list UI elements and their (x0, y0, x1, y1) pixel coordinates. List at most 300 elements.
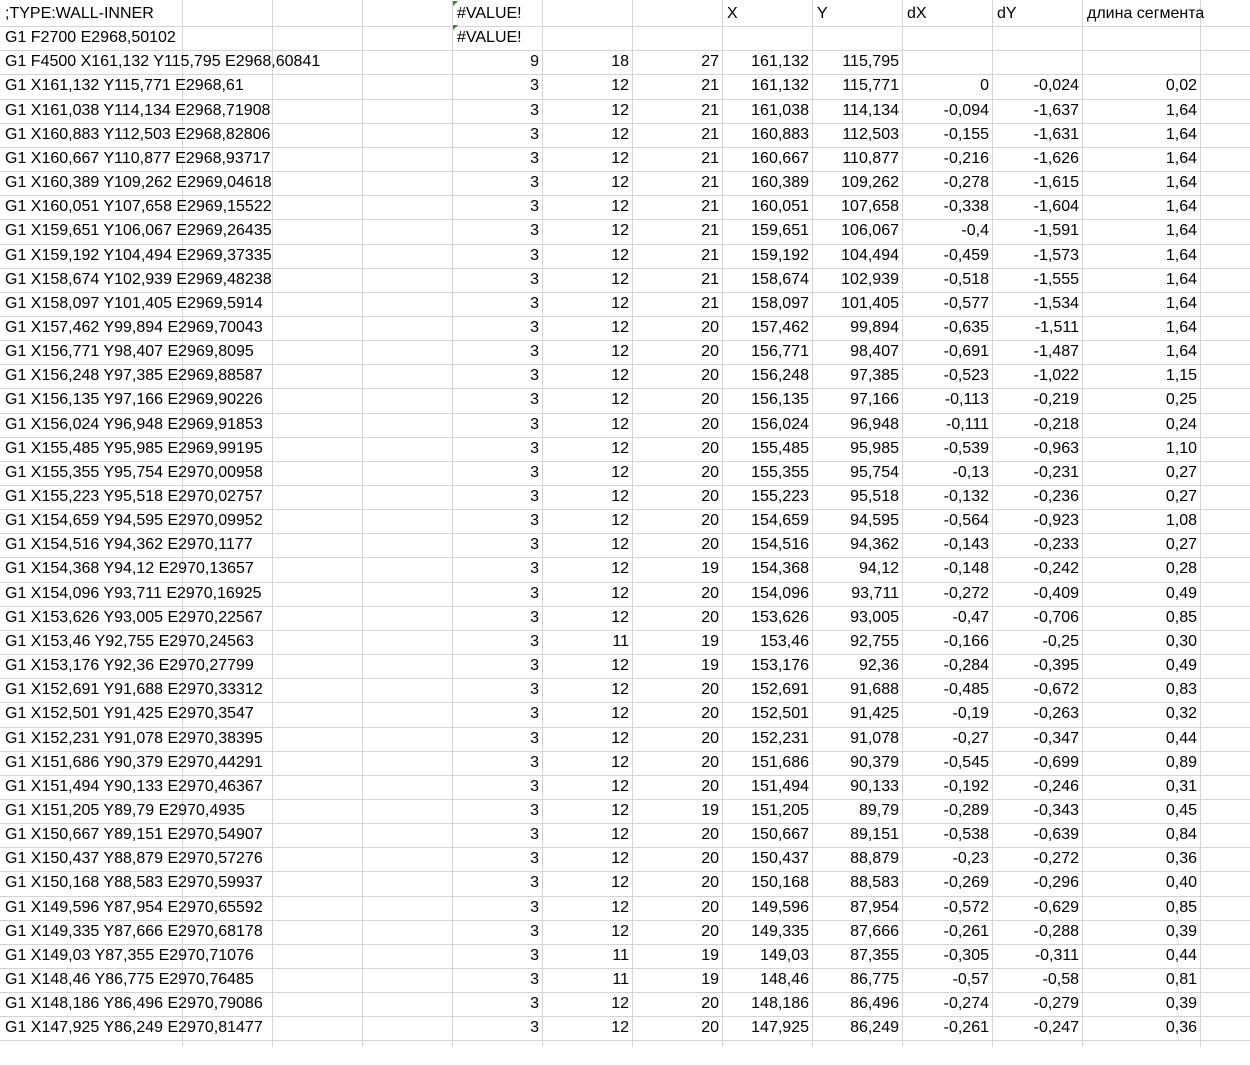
header-cell[interactable]: dY (997, 5, 1017, 22)
value-cell[interactable]: -0,233 (1033, 536, 1079, 553)
value-cell[interactable]: 0,85 (1165, 899, 1197, 916)
value-cell[interactable]: -0,247 (1033, 1019, 1079, 1036)
value-cell[interactable]: 21 (701, 102, 719, 119)
value-cell[interactable]: 20 (701, 609, 719, 626)
value-cell[interactable]: 158,097 (751, 295, 809, 312)
value-cell[interactable]: 160,051 (751, 198, 809, 215)
value-cell[interactable]: 20 (701, 319, 719, 336)
value-cell[interactable]: 1,64 (1165, 198, 1197, 215)
value-cell[interactable]: -0,523 (943, 367, 989, 384)
value-cell[interactable]: -0,19 (952, 705, 989, 722)
value-cell[interactable]: 0,49 (1165, 585, 1197, 602)
value-cell[interactable]: -0,577 (943, 295, 989, 312)
value-cell[interactable]: -0,639 (1033, 826, 1079, 843)
value-cell[interactable]: 86,249 (850, 1019, 899, 1036)
value-cell[interactable]: 152,231 (751, 730, 809, 747)
value-cell[interactable]: -0,272 (943, 585, 989, 602)
value-cell[interactable]: -0,564 (943, 512, 989, 529)
gcode-cell[interactable]: G1 X158,097 Y101,405 E2969,5914 (5, 295, 263, 312)
value-cell[interactable]: 152,691 (751, 681, 809, 698)
value-cell[interactable]: 1,64 (1165, 343, 1197, 360)
value-cell[interactable]: 20 (701, 512, 719, 529)
value-cell[interactable]: 21 (701, 295, 719, 312)
value-cell[interactable]: 12 (611, 488, 629, 505)
value-cell[interactable]: -0,274 (943, 995, 989, 1012)
header-cell[interactable]: ;TYPE:WALL-INNER (5, 5, 154, 22)
gcode-cell[interactable]: G1 X154,516 Y94,362 E2970,1177 (5, 536, 253, 553)
value-cell[interactable]: 90,379 (850, 754, 899, 771)
value-cell[interactable]: 3 (530, 705, 539, 722)
value-cell[interactable]: 147,925 (751, 1019, 809, 1036)
gcode-cell[interactable]: G1 X158,674 Y102,939 E2969,48238 (5, 271, 272, 288)
value-cell[interactable]: -0,57 (952, 971, 989, 988)
value-cell[interactable]: 21 (701, 222, 719, 239)
value-cell[interactable]: 93,005 (850, 609, 899, 626)
value-cell[interactable]: 3 (530, 850, 539, 867)
value-cell[interactable]: -0,148 (943, 560, 989, 577)
value-cell[interactable]: 95,754 (850, 464, 899, 481)
value-cell[interactable]: 98,407 (850, 343, 899, 360)
value-cell[interactable]: 0,81 (1165, 971, 1197, 988)
value-cell[interactable]: -0,269 (943, 874, 989, 891)
value-cell[interactable]: 12 (611, 536, 629, 553)
value-cell[interactable]: 90,133 (850, 778, 899, 795)
value-cell[interactable]: 3 (530, 174, 539, 191)
value-cell[interactable]: 3 (530, 826, 539, 843)
value-cell[interactable]: 107,658 (841, 198, 899, 215)
value-cell[interactable]: 91,688 (850, 681, 899, 698)
value-cell[interactable]: -0,132 (943, 488, 989, 505)
gcode-cell[interactable]: G1 X151,205 Y89,79 E2970,4935 (5, 802, 245, 819)
value-cell[interactable]: 97,385 (850, 367, 899, 384)
value-cell[interactable]: 12 (611, 247, 629, 264)
value-cell[interactable]: 1,64 (1165, 247, 1197, 264)
gcode-cell[interactable]: G1 X149,335 Y87,666 E2970,68178 (5, 923, 263, 940)
value-cell[interactable]: -0,629 (1033, 899, 1079, 916)
gcode-cell[interactable]: G1 X153,626 Y93,005 E2970,22567 (5, 609, 263, 626)
value-cell[interactable]: 12 (611, 343, 629, 360)
value-cell[interactable]: 3 (530, 1019, 539, 1036)
value-cell[interactable]: 115,795 (842, 53, 899, 70)
value-cell[interactable]: 12 (611, 416, 629, 433)
value-cell[interactable]: 156,771 (751, 343, 809, 360)
value-cell[interactable]: 3 (530, 488, 539, 505)
value-cell[interactable]: 0,40 (1165, 874, 1197, 891)
gcode-cell[interactable]: G1 X152,501 Y91,425 E2970,3547 (5, 705, 254, 722)
gcode-cell[interactable]: G1 X156,135 Y97,166 E2969,90226 (5, 391, 263, 408)
value-cell[interactable]: 20 (701, 826, 719, 843)
value-cell[interactable]: 12 (611, 391, 629, 408)
value-cell[interactable]: 89,79 (858, 802, 899, 819)
value-cell[interactable]: 92,755 (850, 633, 899, 650)
value-cell[interactable]: 12 (611, 222, 629, 239)
gcode-cell[interactable]: G1 X156,248 Y97,385 E2969,88587 (5, 367, 263, 384)
header-cell[interactable]: X (727, 5, 738, 22)
value-cell[interactable]: 20 (701, 850, 719, 867)
value-cell[interactable]: -0,338 (943, 198, 989, 215)
value-cell[interactable]: -0,231 (1033, 464, 1079, 481)
value-cell[interactable]: 0,39 (1165, 995, 1197, 1012)
value-cell[interactable]: -1,591 (1033, 222, 1079, 239)
value-cell[interactable]: -0,572 (943, 899, 989, 916)
value-cell[interactable]: 86,496 (850, 995, 899, 1012)
value-cell[interactable]: -0,279 (1033, 995, 1079, 1012)
value-cell[interactable]: 3 (530, 343, 539, 360)
value-cell[interactable]: 155,485 (751, 440, 809, 457)
gcode-cell[interactable]: G1 X152,691 Y91,688 E2970,33312 (5, 681, 263, 698)
value-cell[interactable]: 152,501 (751, 705, 809, 722)
value-cell[interactable]: -0,485 (943, 681, 989, 698)
value-cell[interactable]: 3 (530, 874, 539, 891)
gcode-cell[interactable]: G1 X150,437 Y88,879 E2970,57276 (5, 850, 263, 867)
value-cell[interactable]: 3 (530, 971, 539, 988)
value-cell[interactable]: 3 (530, 899, 539, 916)
value-cell[interactable]: -0,024 (1033, 77, 1079, 94)
value-cell[interactable]: 11 (612, 633, 629, 650)
value-cell[interactable]: 115,771 (842, 77, 899, 94)
value-cell[interactable]: 0,31 (1165, 778, 1197, 795)
gcode-cell[interactable]: G1 X149,03 Y87,355 E2970,71076 (5, 947, 254, 964)
value-cell[interactable]: 0,27 (1165, 488, 1197, 505)
value-cell[interactable]: 92,36 (858, 657, 899, 674)
value-cell[interactable]: 159,192 (751, 247, 809, 264)
value-cell[interactable]: 94,362 (850, 536, 899, 553)
value-cell[interactable]: 12 (611, 102, 629, 119)
value-cell[interactable]: 12 (611, 585, 629, 602)
value-cell[interactable]: 3 (530, 126, 539, 143)
value-cell[interactable]: 1,64 (1165, 271, 1197, 288)
value-cell[interactable]: 87,355 (850, 947, 899, 964)
value-cell[interactable]: -1,604 (1033, 198, 1079, 215)
value-cell[interactable]: -0,094 (943, 102, 989, 119)
value-cell[interactable]: -0,672 (1033, 681, 1079, 698)
value-cell[interactable]: 106,067 (841, 222, 899, 239)
value-cell[interactable]: 3 (530, 391, 539, 408)
value-cell[interactable]: 12 (611, 464, 629, 481)
value-cell[interactable]: 150,168 (751, 874, 809, 891)
value-cell[interactable]: 20 (701, 730, 719, 747)
value-cell[interactable]: -1,626 (1033, 150, 1079, 167)
value-cell[interactable]: -0,4 (961, 222, 989, 239)
value-cell[interactable]: -0,289 (943, 802, 989, 819)
value-cell[interactable]: 21 (701, 174, 719, 191)
value-cell[interactable]: -0,47 (952, 609, 989, 626)
value-cell[interactable]: 0,89 (1165, 754, 1197, 771)
value-cell[interactable]: 20 (701, 681, 719, 698)
gcode-cell[interactable]: G1 X160,883 Y112,503 E2968,82806 (5, 126, 271, 143)
value-cell[interactable]: 27 (701, 53, 719, 70)
value-cell[interactable]: 21 (701, 126, 719, 143)
header-cell[interactable]: длина сегмента (1087, 5, 1205, 22)
value-cell[interactable]: -0,155 (943, 126, 989, 143)
value-cell[interactable]: 3 (530, 77, 539, 94)
value-cell[interactable]: 0,39 (1165, 923, 1197, 940)
value-cell[interactable]: 0 (980, 77, 989, 94)
value-cell[interactable]: 19 (701, 657, 719, 674)
value-cell[interactable]: 151,686 (751, 754, 809, 771)
value-cell[interactable]: 20 (701, 416, 719, 433)
value-cell[interactable]: -0,311 (1034, 947, 1079, 964)
gcode-cell[interactable]: G1 X157,462 Y99,894 E2969,70043 (5, 319, 263, 336)
value-cell[interactable]: 156,135 (751, 391, 809, 408)
value-cell[interactable]: 3 (530, 512, 539, 529)
value-cell[interactable]: -0,284 (943, 657, 989, 674)
value-cell[interactable]: -0,261 (943, 923, 989, 940)
value-cell[interactable]: 149,335 (751, 923, 809, 940)
value-cell[interactable]: 3 (530, 150, 539, 167)
value-cell[interactable]: 21 (701, 150, 719, 167)
value-cell[interactable]: 0,36 (1165, 850, 1197, 867)
gcode-cell[interactable]: G1 X159,192 Y104,494 E2969,37335 (5, 247, 272, 264)
value-cell[interactable]: 20 (701, 923, 719, 940)
value-cell[interactable]: 19 (701, 633, 719, 650)
value-cell[interactable]: -0,192 (943, 778, 989, 795)
value-cell[interactable]: -0,111 (946, 416, 989, 433)
value-cell[interactable]: 153,46 (760, 633, 809, 650)
value-cell[interactable]: 1,15 (1165, 367, 1197, 384)
value-cell[interactable]: -0,278 (943, 174, 989, 191)
value-cell[interactable]: 12 (611, 271, 629, 288)
value-cell[interactable]: 160,389 (751, 174, 809, 191)
value-cell[interactable]: 20 (701, 899, 719, 916)
value-cell[interactable]: 12 (611, 367, 629, 384)
value-cell[interactable]: 154,096 (751, 585, 809, 602)
value-cell[interactable]: 12 (611, 826, 629, 843)
header-cell[interactable]: G1 F2700 E2968,50102 (5, 29, 176, 46)
value-cell[interactable]: 96,948 (850, 416, 899, 433)
value-cell[interactable]: 159,651 (751, 222, 809, 239)
gcode-cell[interactable]: G1 X154,096 Y93,711 E2970,16925 (5, 585, 262, 602)
value-cell[interactable]: 12 (611, 681, 629, 698)
value-cell[interactable]: 150,437 (751, 850, 809, 867)
value-cell[interactable]: 3 (530, 198, 539, 215)
header-cell[interactable]: Y (817, 5, 828, 22)
value-cell[interactable]: 1,64 (1165, 150, 1197, 167)
value-cell[interactable]: -0,216 (943, 150, 989, 167)
value-cell[interactable]: -0,305 (943, 947, 989, 964)
value-cell[interactable]: 3 (530, 271, 539, 288)
value-cell[interactable]: -0,58 (1042, 971, 1079, 988)
value-cell[interactable]: 3 (530, 585, 539, 602)
value-cell[interactable]: 20 (701, 874, 719, 891)
value-cell[interactable]: 0,28 (1165, 560, 1197, 577)
value-cell[interactable]: 12 (611, 150, 629, 167)
value-cell[interactable]: 154,659 (751, 512, 809, 529)
value-cell[interactable]: 156,024 (751, 416, 809, 433)
value-cell[interactable]: 3 (530, 681, 539, 698)
value-cell[interactable]: 12 (611, 802, 629, 819)
value-cell[interactable]: -0,296 (1033, 874, 1079, 891)
value-cell[interactable]: 0,85 (1165, 609, 1197, 626)
value-cell[interactable]: 0,24 (1165, 416, 1197, 433)
value-cell[interactable]: -0,288 (1033, 923, 1079, 940)
value-cell[interactable]: 3 (530, 295, 539, 312)
value-cell[interactable]: -1,022 (1033, 367, 1079, 384)
gcode-cell[interactable]: G1 X150,667 Y89,151 E2970,54907 (5, 826, 263, 843)
value-cell[interactable]: 12 (611, 657, 629, 674)
value-cell[interactable]: 20 (701, 488, 719, 505)
value-cell[interactable]: 153,176 (751, 657, 809, 674)
value-cell[interactable]: 1,64 (1165, 174, 1197, 191)
value-cell[interactable]: 12 (611, 609, 629, 626)
value-cell[interactable]: 148,186 (751, 995, 809, 1012)
value-cell[interactable]: 12 (611, 899, 629, 916)
value-cell[interactable]: 3 (530, 778, 539, 795)
value-cell[interactable]: 91,078 (850, 730, 899, 747)
value-cell[interactable]: 160,883 (751, 126, 809, 143)
value-cell[interactable]: 95,518 (850, 488, 899, 505)
value-cell[interactable]: 20 (701, 440, 719, 457)
value-cell[interactable]: 3 (530, 222, 539, 239)
gcode-cell[interactable]: G1 X153,46 Y92,755 E2970,24563 (5, 633, 254, 650)
value-cell[interactable]: -0,459 (943, 247, 989, 264)
value-cell[interactable]: -0,261 (943, 1019, 989, 1036)
value-cell[interactable]: 3 (530, 657, 539, 674)
value-cell[interactable]: -0,518 (943, 271, 989, 288)
value-cell[interactable]: 21 (701, 271, 719, 288)
gcode-cell[interactable]: G1 X147,925 Y86,249 E2970,81477 (5, 1019, 263, 1036)
value-cell[interactable]: 3 (530, 319, 539, 336)
value-cell[interactable]: 0,49 (1165, 657, 1197, 674)
gcode-cell[interactable]: G1 X159,651 Y106,067 E2969,26435 (5, 222, 272, 239)
value-cell[interactable]: 18 (611, 53, 629, 70)
value-cell[interactable]: 19 (701, 802, 719, 819)
value-cell[interactable]: -0,272 (1033, 850, 1079, 867)
value-cell[interactable]: 95,985 (850, 440, 899, 457)
value-cell[interactable]: 94,12 (858, 560, 899, 577)
gcode-cell[interactable]: G1 X160,667 Y110,877 E2968,93717 (5, 150, 271, 167)
value-cell[interactable]: 110,877 (842, 150, 899, 167)
value-cell[interactable]: 12 (611, 77, 629, 94)
value-cell[interactable]: -1,534 (1033, 295, 1079, 312)
value-cell[interactable]: 20 (701, 1019, 719, 1036)
value-cell[interactable]: 20 (701, 778, 719, 795)
value-cell[interactable]: 3 (530, 609, 539, 626)
value-cell[interactable]: 3 (530, 995, 539, 1012)
value-cell[interactable]: 20 (701, 705, 719, 722)
value-cell[interactable]: 0,44 (1165, 730, 1197, 747)
value-cell[interactable]: 93,711 (851, 585, 899, 602)
value-cell[interactable]: -1,487 (1033, 343, 1079, 360)
value-cell[interactable]: 3 (530, 102, 539, 119)
value-cell[interactable]: 20 (701, 367, 719, 384)
value-cell[interactable]: 20 (701, 536, 719, 553)
value-cell[interactable]: 1,64 (1165, 295, 1197, 312)
value-cell[interactable]: 0,83 (1165, 681, 1197, 698)
value-cell[interactable]: 99,894 (850, 319, 899, 336)
value-cell[interactable]: 3 (530, 802, 539, 819)
value-cell[interactable]: -0,236 (1033, 488, 1079, 505)
value-cell[interactable]: 3 (530, 947, 539, 964)
value-cell[interactable]: -0,343 (1033, 802, 1079, 819)
value-cell[interactable]: 104,494 (841, 247, 899, 264)
value-cell[interactable]: 21 (701, 77, 719, 94)
value-cell[interactable]: 151,205 (751, 802, 809, 819)
value-cell[interactable]: 3 (530, 754, 539, 771)
value-cell[interactable]: 3 (530, 536, 539, 553)
value-cell[interactable]: 12 (611, 295, 629, 312)
value-cell[interactable]: 12 (611, 174, 629, 191)
value-cell[interactable]: 1,08 (1165, 512, 1197, 529)
value-cell[interactable]: 20 (701, 754, 719, 771)
gcode-cell[interactable]: G1 X155,485 Y95,985 E2969,99195 (5, 440, 263, 457)
value-cell[interactable]: 3 (530, 730, 539, 747)
gcode-cell[interactable]: G1 X152,231 Y91,078 E2970,38395 (5, 730, 263, 747)
value-cell[interactable]: 12 (611, 440, 629, 457)
value-cell[interactable]: 12 (611, 874, 629, 891)
value-cell[interactable]: 102,939 (841, 271, 899, 288)
value-cell[interactable]: -0,347 (1033, 730, 1079, 747)
gcode-cell[interactable]: G1 X150,168 Y88,583 E2970,59937 (5, 874, 263, 891)
value-cell[interactable]: 149,596 (751, 899, 809, 916)
gcode-cell[interactable]: G1 X151,494 Y90,133 E2970,46367 (5, 778, 263, 795)
gcode-cell[interactable]: G1 X151,686 Y90,379 E2970,44291 (5, 754, 263, 771)
value-cell[interactable]: 87,954 (850, 899, 899, 916)
value-cell[interactable]: 91,425 (850, 705, 899, 722)
value-cell[interactable]: 0,44 (1165, 947, 1197, 964)
value-cell[interactable]: 12 (611, 1019, 629, 1036)
value-cell[interactable]: 1,64 (1165, 126, 1197, 143)
value-cell[interactable]: -0,166 (943, 633, 989, 650)
value-cell[interactable]: 149,03 (760, 947, 809, 964)
value-cell[interactable]: -1,511 (1034, 319, 1079, 336)
value-cell[interactable]: 97,166 (850, 391, 899, 408)
value-cell[interactable]: -0,218 (1033, 416, 1079, 433)
value-cell[interactable]: 153,626 (751, 609, 809, 626)
value-cell[interactable]: 161,132 (751, 77, 809, 94)
value-cell[interactable]: 20 (701, 585, 719, 602)
value-cell[interactable]: 1,10 (1165, 440, 1197, 457)
value-cell[interactable]: 161,038 (751, 102, 809, 119)
value-cell[interactable]: -0,143 (943, 536, 989, 553)
value-cell[interactable]: 12 (611, 754, 629, 771)
gcode-cell[interactable]: G1 X156,771 Y98,407 E2969,8095 (5, 343, 254, 360)
value-cell[interactable]: -0,113 (944, 391, 989, 408)
value-cell[interactable]: -0,395 (1033, 657, 1079, 674)
value-cell[interactable]: 151,494 (751, 778, 809, 795)
gcode-cell[interactable]: G1 F4500 X161,132 Y115,795 E2968,60841 (5, 53, 321, 70)
value-cell[interactable]: 12 (611, 560, 629, 577)
value-cell[interactable]: 0,27 (1165, 536, 1197, 553)
value-cell[interactable]: -0,691 (943, 343, 989, 360)
value-cell[interactable]: 3 (530, 416, 539, 433)
value-cell[interactable]: 3 (530, 633, 539, 650)
value-cell[interactable]: 0,27 (1165, 464, 1197, 481)
value-cell[interactable]: 87,666 (850, 923, 899, 940)
value-cell[interactable]: 1,64 (1165, 102, 1197, 119)
value-cell[interactable]: -1,555 (1033, 271, 1079, 288)
gcode-cell[interactable]: G1 X155,355 Y95,754 E2970,00958 (5, 464, 263, 481)
value-cell[interactable]: 3 (530, 247, 539, 264)
value-cell[interactable]: 156,248 (751, 367, 809, 384)
value-cell[interactable]: 20 (701, 464, 719, 481)
value-cell[interactable]: -0,25 (1042, 633, 1079, 650)
gcode-cell[interactable]: G1 X154,368 Y94,12 E2970,13657 (5, 560, 254, 577)
value-cell[interactable]: 12 (611, 705, 629, 722)
value-cell[interactable]: 86,775 (850, 971, 899, 988)
value-cell[interactable]: 12 (611, 995, 629, 1012)
value-cell[interactable]: 12 (611, 126, 629, 143)
value-cell[interactable]: 0,84 (1165, 826, 1197, 843)
header-cell[interactable]: dX (907, 5, 927, 22)
value-cell[interactable]: 21 (701, 247, 719, 264)
value-cell[interactable]: 109,262 (841, 174, 899, 191)
value-cell[interactable]: -0,242 (1033, 560, 1079, 577)
value-cell[interactable]: 19 (701, 971, 719, 988)
value-cell[interactable]: -0,923 (1033, 512, 1079, 529)
value-cell[interactable]: 3 (530, 923, 539, 940)
value-cell[interactable]: 12 (611, 319, 629, 336)
